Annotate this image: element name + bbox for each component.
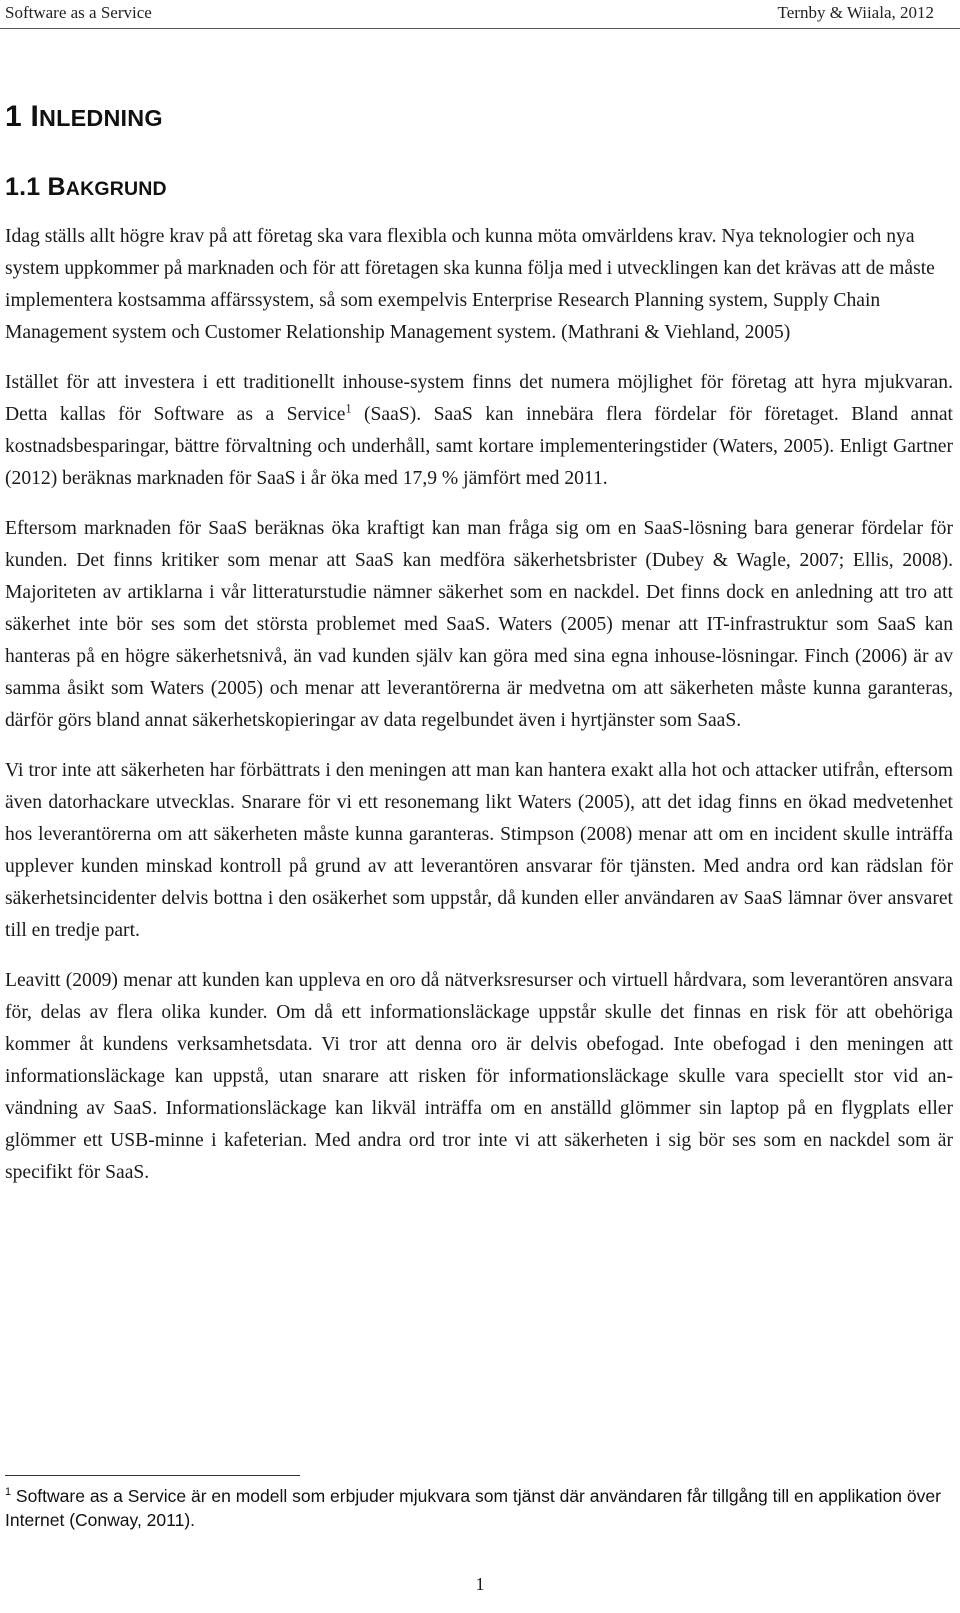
chapter-title-rest: NLEDNING [38, 105, 163, 131]
footnote-text: Software as a Service är en modell som erbjuder mjukvara som tjänst där användaren får tillgång till en applikation över Internet (Conway, 2011). [5, 1486, 941, 1530]
chapter-title-initial: I [30, 100, 39, 133]
chapter-heading [5, 100, 163, 134]
paragraph-2-part-b: (SaaS). SaaS kan innebära flera fördelar för företaget. Bland annat kostnadsbesparingar, bättre förvaltning och underhåll, samt kortare implementeringstider (Waters, 2005). Enligt Gartner (2012) beräknas marknaden för SaaS i år öka med 17,9 % jämfört med 2011. [5, 404, 953, 489]
header-divider [0, 28, 960, 29]
section-number: 1.1 [5, 173, 41, 201]
footnote-reference[interactable]: 1 [345, 401, 352, 416]
paragraph-2-part-a: Istället för att investera i ett traditionellt inhouse-system finns det numera möjlighet för företag att hyra mjukvaran. Detta kallas för Software as a Service [5, 372, 953, 425]
header-authors: Ternby & Wiiala, 2012 [777, 3, 934, 22]
page-number: 1 [475, 1574, 485, 1594]
body-text [5, 221, 953, 1207]
paragraph-3: Eftersom marknaden för SaaS beräknas öka kraftigt kan man fråga sig om en SaaS-lösning bara generar fördelar för kunden. Det finns kritiker som menar att SaaS kan medföra säkerhetsbrister (Dubey & Wagle, 2007; Ellis, 2008). Majoriteten av artiklarna i vår litteraturstudie nämner säkerhet som en nackdel. Det finns dock en anledning att tro att säkerhet inte bör ses som det största problemet med SaaS. Waters (2005) menar att IT-infrastruktur som SaaS kan hanteras på en högre säkerhetsnivå, än vad kunden själv kan göra med sina egna inhouse-lösningar. Finch (2006) är av samma åsikt som Waters (2005) och menar att leverantörerna är medvetna om att säkerheten måste kunna garanteras, därför görs bland annat säkerhetskopieringar av data regelbundet även i hyrtjänster som SaaS. [5, 518, 953, 731]
footnote-divider [5, 1475, 300, 1476]
paragraph-1: Idag ställs allt högre krav på att företag ska vara flexibla och kunna möta omvärldens krav. Nya teknologier och nya system uppkommer på marknaden och för att företagen ska kunna följa med i utvecklingen kan det krävas att de måste implementera kostsamma affärssystem, så som exempelvis Enterprise Research Planning system, Supply Chain Management system och Customer Relationship Management system. (Mathrani & Viehland, 2005) [5, 226, 935, 343]
section-title-rest: AKGRUND [65, 178, 167, 200]
footnote [5, 1484, 950, 1532]
paragraph-4: Vi tror inte att säkerheten har förbättrats i den meningen att man kan hantera exakt alla hot och attacker utifrån, eftersom även datorhackare utvecklas. Snarare för vi ett resonemang likt Waters (2005), att det idag finns en ökad medvetenhet hos leverantörerna om att säkerheten måste kunna garanteras. Stimpson (2008) menar att om en incident skulle inträffa upplever kunden minskad kontroll på grund av att leverantören ansvarar för tjänsten. Med andra ord kan rädslan för säkerhetsincidenter delvis bottna i den osäkerhet som uppstår, då kunden eller användaren av SaaS lämnar över ansvaret till en tredje part. [5, 760, 953, 941]
paragraph-5: Leavitt (2009) menar att kunden kan uppleva en oro då nätverksresurser och virtuell hårdvara, som leverantören ansvara för, delas av flera olika kunder. Om då ett informationsläckage uppstår skulle det finnas en risk för att obehöriga kommer åt kundens verksamhetsdata. Vi tror att denna oro är delvis obefogad. Inte obefogad i den meningen att informationsläckage kan uppstå, utan snarare att risken för informationsläckage skulle vara speciellt stor vid an-vändning av SaaS. Informationsläckage kan likväl inträffa om en anställd glömmer sin laptop på en flygplats eller glömmer ett USB-minne i kafeterian. Med andra ord tror inte vi att säkerheten i sig bör ses som en nackdel som är specifikt för SaaS. [5, 970, 953, 1183]
chapter-number: 1 [5, 100, 22, 133]
footnote-marker: 1 [5, 1486, 12, 1499]
running-header [0, 0, 960, 30]
section-title-initial: B [47, 173, 66, 201]
section-heading [5, 173, 167, 202]
header-title: Software as a Service [5, 3, 152, 22]
paragraph-2 [5, 367, 953, 495]
